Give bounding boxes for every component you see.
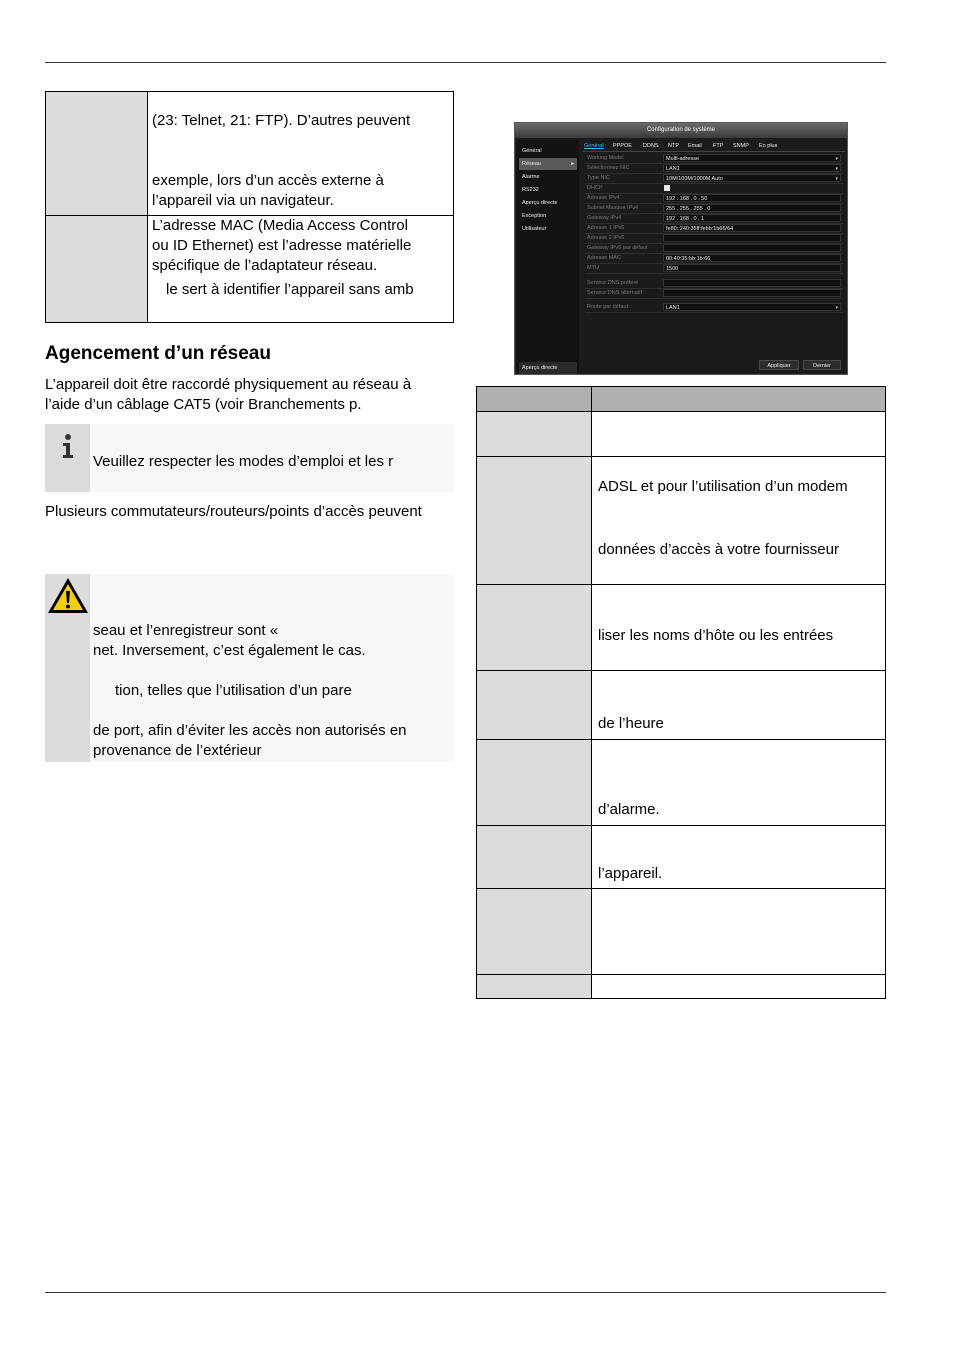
table-cell-text: l’appareil. — [598, 865, 663, 882]
field-alternate-dns: Serveur DNS alternatif — [585, 289, 843, 299]
ipv4-gateway-input[interactable]: 192 . 168 . 0 . 1 — [663, 214, 841, 222]
table-cell-text: l’appareil via un navigateur. — [152, 192, 334, 209]
field-ipv6-address-1: Adresse 1 IPv6 fe80::240:35ff:febb:1b66/64 — [585, 224, 843, 234]
sidebar-item-exception[interactable]: Exception — [522, 213, 547, 219]
table-cell-text: le sert à identifier l’appareil sans amb — [166, 281, 414, 298]
field-working-model: Working Model Multi-adresse ▾ — [585, 154, 843, 164]
tab-general[interactable]: Général — [584, 143, 604, 149]
field-select-nic: Sélectionnez NIC LAN1 ▾ — [585, 164, 843, 174]
footer-rule — [45, 1292, 886, 1293]
body-text: Plusieurs commutateurs/routeurs/points d’accès peuvent — [45, 503, 422, 520]
apply-button[interactable]: Appliquer — [759, 360, 799, 370]
live-view-button[interactable]: Aperçu directe — [519, 362, 577, 374]
table-cell-text: spécifique de l’adaptateur réseau. — [152, 257, 378, 274]
ipv4-address-input[interactable]: 192 . 168 . 0 . 50 — [663, 194, 841, 202]
ipv4-subnet-input[interactable]: 255 . 255 . 255 . 0 — [663, 204, 841, 212]
settings-sidebar — [517, 140, 579, 372]
tab-ftp[interactable]: FTP — [713, 143, 724, 149]
tab-ddns[interactable]: DDNS — [643, 143, 659, 149]
sidebar-item-rs232[interactable]: RS232 — [522, 187, 539, 193]
table-cell-text: de l’heure — [598, 715, 664, 732]
field-ipv4-gateway: Gateway IPv4 192 . 168 . 0 . 1 — [585, 214, 843, 224]
warning-triangle-icon — [46, 576, 90, 616]
field-dhcp: DHCP — [585, 184, 843, 194]
table-header — [477, 387, 885, 412]
back-button[interactable]: Dernier — [803, 360, 841, 370]
mac-address-value: 00:40:35:bb:1b:66 — [663, 254, 841, 262]
preferred-dns-input[interactable] — [663, 279, 841, 287]
table-cell-text: liser les noms d’hôte ou les entrées — [598, 627, 834, 644]
warning-note-text: de port, afin d’éviter les accès non autorisés en — [93, 722, 407, 739]
warning-note-text: provenance de l’extérieur — [93, 742, 262, 759]
table-label-column — [477, 387, 592, 998]
field-ipv4-subnet: Subnet Masque IPv4 255 . 255 . 255 . 0 — [585, 204, 843, 214]
tab-pppoe[interactable]: PPPOE — [613, 143, 632, 149]
ipv6-address-2-input[interactable] — [663, 234, 841, 242]
sidebar-item-user[interactable]: Utilisateur — [522, 226, 547, 232]
tab-snmp[interactable]: SNMP — [733, 143, 749, 149]
tab-email[interactable]: Email — [688, 143, 702, 149]
sidebar-item-network[interactable]: Réseau ▸ — [519, 158, 577, 170]
warning-note-text: seau et l’enregistreur sont « — [93, 622, 279, 639]
sidebar-item-general[interactable]: Général — [522, 148, 542, 154]
tab-ntp[interactable]: NTP — [668, 143, 679, 149]
nic-type-select[interactable]: 10M/100M/1000M Auto ▾ — [663, 174, 841, 182]
default-route-select[interactable]: LAN1 ▾ — [663, 303, 841, 311]
table-cell-text: ou ID Ethernet) est l’adresse matérielle — [152, 237, 412, 254]
field-ipv6-address-2: Adresse 2 IPv6 — [585, 234, 843, 244]
field-ipv6-gateway: Gateway IPv6 par défaut — [585, 244, 843, 254]
table-cell-text: d’alarme. — [598, 801, 660, 818]
table-cell-text: exemple, lors d’un accès externe à — [152, 172, 384, 189]
alternate-dns-input[interactable] — [663, 289, 841, 297]
field-preferred-dns: Serveur DNS préféré — [585, 279, 843, 289]
info-icon — [60, 433, 76, 459]
field-nic-type: Type NIC 10M/100M/1000M Auto ▾ — [585, 174, 843, 184]
header-rule — [45, 62, 886, 63]
warning-note-text: tion, telles que l’utilisation d’un pare — [115, 682, 352, 699]
network-settings-screenshot — [514, 122, 848, 375]
field-default-route: Route par défaut LAN1 ▾ — [585, 303, 843, 313]
tab-advanced[interactable]: En plus — [759, 143, 778, 149]
nic-select[interactable]: LAN1 ▾ — [663, 164, 841, 172]
field-ipv4-address: Adresse IPv4 192 . 168 . 0 . 50 — [585, 194, 843, 204]
table-cell-text: données d’accès à votre fournisseur — [598, 541, 839, 558]
table-cell-text: (23: Telnet, 21: FTP). D’autres peuvent — [152, 112, 411, 129]
window-title: Configuration de système — [515, 123, 847, 138]
info-note-text: Veuillez respecter les modes d’emploi et les r — [93, 453, 394, 470]
intro-text: L’appareil doit être raccordé physiquement au réseau à — [45, 376, 412, 393]
ipv6-address-1-input[interactable]: fe80::240:35ff:febb:1b66/64 — [663, 224, 841, 232]
sidebar-item-alarm[interactable]: Alarme — [522, 174, 540, 180]
intro-text: l’aide d’un câblage CAT5 (voir Branchements p. — [45, 396, 362, 413]
table-cell-text: ADSL et pour l’utilisation d’un modem — [598, 478, 848, 495]
ipv6-gateway-input[interactable] — [663, 244, 841, 252]
working-model-select[interactable]: Multi-adresse ▾ — [663, 154, 841, 162]
field-mtu: MTU 1500 — [585, 264, 843, 274]
warning-note-text: net. Inversement, c’est également le cas. — [93, 642, 366, 659]
mtu-input[interactable]: 1500 — [663, 264, 841, 272]
table-cell-text: L’adresse MAC (Media Access Control — [152, 217, 408, 234]
field-mac-address: Adresse MAC 00:40:35:bb:1b:66 — [585, 254, 843, 264]
section-heading: Agencement d’un réseau — [45, 343, 271, 364]
dhcp-checkbox[interactable] — [664, 185, 670, 191]
table-label-column — [46, 92, 148, 322]
sidebar-item-live-view[interactable]: Aperçu directe — [522, 200, 558, 206]
